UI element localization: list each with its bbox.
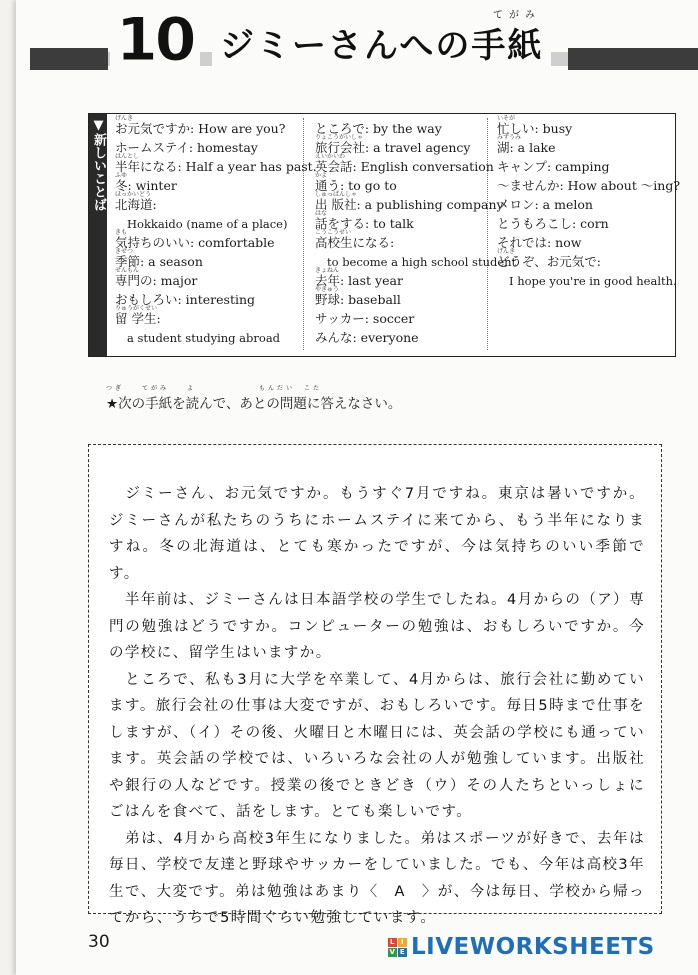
vocabulary-text: 専門の: major xyxy=(115,273,198,288)
logo-tile: E xyxy=(399,947,406,956)
vocabulary-text: a student studying abroad xyxy=(127,331,281,345)
vocabulary-box xyxy=(88,113,681,357)
vocabulary-text: 留 学生: xyxy=(115,311,161,326)
vocabulary-text: どうぞ、お元気で: xyxy=(497,254,601,269)
vocabulary-text: 話をする: to talk xyxy=(315,216,414,231)
vocabulary-text: 野球: baseball xyxy=(315,292,401,307)
vocabulary-tab: ▼新しいことば xyxy=(89,114,107,356)
vocabulary-text: 季節: a season xyxy=(115,254,203,269)
vocabulary-ruby: やきゅう xyxy=(315,286,340,293)
vocabulary-item xyxy=(315,267,490,289)
vocabulary-text: 気持ちのいい: comfortable xyxy=(115,235,275,250)
vocabulary-item xyxy=(115,327,295,346)
vocabulary-item xyxy=(497,213,672,232)
vocabulary-text: 冬: winter xyxy=(115,178,177,193)
vocabulary-ruby: きせつ xyxy=(115,248,134,255)
letter-paragraph: ジミーさん、お元気ですか。もうすぐ7月ですね。東京は暑いですか。ジミーさんが私たちのうちにホームステイに来てから、もう半年になりますね。冬の北海道は、とても寒かったですが、今は気持ちのいい季節です。 xyxy=(109,486,645,582)
letter-box xyxy=(88,444,662,926)
vocabulary-item xyxy=(315,308,490,327)
vocabulary-item xyxy=(115,267,295,289)
letter-paragraph: 弟は、4月から高校3年生になりました。弟はスポーツが好きで、去年は毎日、学校で友達と野球やサッカーをしていました。でも、今年は高校3年生で、大変です。弟は勉強はあまり〈 A 〉が、今は毎日、学校から帰ってから、うちで5時間ぐらい勉強しています。 xyxy=(109,830,645,926)
letter-paragraph: ところで、私も3月に大学を卒業して、4月からは、旅行会社に勤めています。旅行会社の仕事は大変ですが、おもしろいです。毎日5時まで仕事をしますが、（イ）その後、火曜日と木曜日には、英会話の学校にも通っています。英会話の学校では、いろいろな会社の人が勉強しています。出版社や銀行の人などです。授業の後でときどき（ウ）その人たちといっしょにごはんを食べて、話をします。とても楽しいです。 xyxy=(109,671,645,820)
title-band-right xyxy=(568,48,698,70)
vocabulary-text: それでは: now xyxy=(497,235,582,250)
vocabulary-item xyxy=(315,229,490,251)
vocabulary-item xyxy=(115,248,295,270)
vocabulary-text: ところで: by the way xyxy=(315,121,442,136)
logo-tile: V xyxy=(389,947,396,956)
vocabulary-text: キャンプ: camping xyxy=(497,159,610,174)
column-divider xyxy=(303,118,304,350)
vocabulary-text: 湖: a lake xyxy=(497,140,556,155)
textbook-page xyxy=(16,0,698,975)
vocabulary-ruby: げんき xyxy=(497,248,516,255)
vocabulary-text: I hope you're in good health. xyxy=(509,274,677,288)
instruction-ruby: つぎ てがみ よ もんだい こた xyxy=(106,385,323,392)
vocabulary-ruby: きょねん xyxy=(315,267,340,274)
instruction xyxy=(106,385,402,412)
vocabulary-text: 旅行会社: a travel agency xyxy=(315,140,471,155)
vocabulary-ruby: みずうみ xyxy=(497,134,522,141)
vocabulary-item xyxy=(497,156,672,175)
vocabulary-item xyxy=(497,248,672,270)
logo-tile: L xyxy=(388,938,397,947)
vocabulary-text: 北海道: xyxy=(115,197,157,212)
vocabulary-ruby: いそが xyxy=(497,115,516,122)
vocabulary-text: 半年になる: Half a year has past. xyxy=(115,159,317,174)
vocabulary-ruby: りょこうがいしゃ xyxy=(315,134,364,141)
vocabulary-text: to become a high school student xyxy=(327,255,517,269)
lesson-title: ジミーさんへの手紙 xyxy=(212,24,551,68)
vocabulary-ruby: ふゆ xyxy=(115,172,128,179)
vocabulary-item xyxy=(315,153,494,175)
vocabulary-text: 忙しい: busy xyxy=(497,121,573,136)
page-number: 30 xyxy=(88,932,110,952)
vocabulary-ruby: はな xyxy=(315,210,328,217)
vocabulary-ruby: りゅうがくせい xyxy=(115,305,158,312)
vocabulary-text: ホームステイ: homestay xyxy=(115,140,258,155)
liveworksheets-brand[interactable] xyxy=(388,934,655,960)
letter-body xyxy=(89,481,661,932)
vocabulary-text: おもしろい: interesting xyxy=(115,292,256,307)
vocabulary-item xyxy=(115,153,317,175)
vocabulary-item xyxy=(497,194,672,213)
vocabulary-text: お元気ですか: How are you? xyxy=(115,121,286,136)
lesson-number: 10 xyxy=(110,4,200,76)
vocabulary-item xyxy=(315,191,504,213)
instruction-text: ★次の手紙を読んで、あとの問題に答えなさい。 xyxy=(106,396,402,412)
vocabulary-text: 英会話: English conversation xyxy=(315,159,494,174)
vocabulary-item xyxy=(115,213,295,232)
vocabulary-item xyxy=(115,305,295,327)
title-band-left xyxy=(30,48,108,70)
vocabulary-text: 去年: last year xyxy=(315,273,403,288)
brand-name: LIVEWORKSHEETS xyxy=(411,934,655,960)
vocabulary-text: 高校生になる: xyxy=(315,235,395,250)
vocabulary-text: メロン: a melon xyxy=(497,197,593,212)
vocabulary-ruby: こうこうせい xyxy=(315,229,352,236)
vocabulary-text: みんな: everyone xyxy=(315,330,419,345)
vocabulary-item xyxy=(115,115,295,137)
vocabulary-item xyxy=(497,115,672,137)
vocabulary-ruby: せんもん xyxy=(115,267,140,274)
logo-tile: I xyxy=(398,938,407,947)
lesson-title-ruby: てがみ xyxy=(493,10,541,21)
vocabulary-column-1 xyxy=(115,115,317,346)
vocabulary-item xyxy=(315,327,490,346)
letter-paragraph: 半年前は、ジミーさんは日本語学校の学生でしたね。4月からの（ア）専門の勉強はどうですか。コンピューターの勉強は、おもしろいですか。今の学校に、留学生はいますか。 xyxy=(109,592,645,661)
liveworksheets-logo-icon xyxy=(388,938,407,957)
vocabulary-ruby: えいかいわ xyxy=(315,153,346,160)
vocabulary-item xyxy=(115,229,295,251)
vocabulary-text: 〜ませんか: How about 〜ing? xyxy=(497,178,681,193)
vocabulary-ruby: しゅっぱんしゃ xyxy=(315,191,358,198)
vocabulary-ruby: かよ xyxy=(315,172,328,179)
vocabulary-ruby: はんとし xyxy=(115,153,140,160)
vocabulary-text: 通う: to go to xyxy=(315,178,397,193)
vocabulary-column-3 xyxy=(497,115,681,289)
vocabulary-ruby: ほっかいどう xyxy=(115,191,152,198)
vocabulary-text: Hokkaido (name of a place) xyxy=(127,217,288,231)
vocabulary-item xyxy=(497,270,677,289)
vocabulary-item xyxy=(497,175,681,194)
vocabulary-ruby: きも xyxy=(115,229,128,236)
vocabulary-item xyxy=(315,286,490,308)
vocabulary-item xyxy=(115,137,295,156)
vocabulary-ruby: げんき xyxy=(115,115,134,122)
vocabulary-item xyxy=(497,134,672,156)
vocabulary-text: サッカー: soccer xyxy=(315,311,415,326)
vocabulary-item xyxy=(115,191,295,213)
vocabulary-text: とうもろこし: corn xyxy=(497,216,609,231)
vocabulary-text: 出 版社: a publishing company xyxy=(315,197,504,212)
vocabulary-item xyxy=(497,232,672,251)
